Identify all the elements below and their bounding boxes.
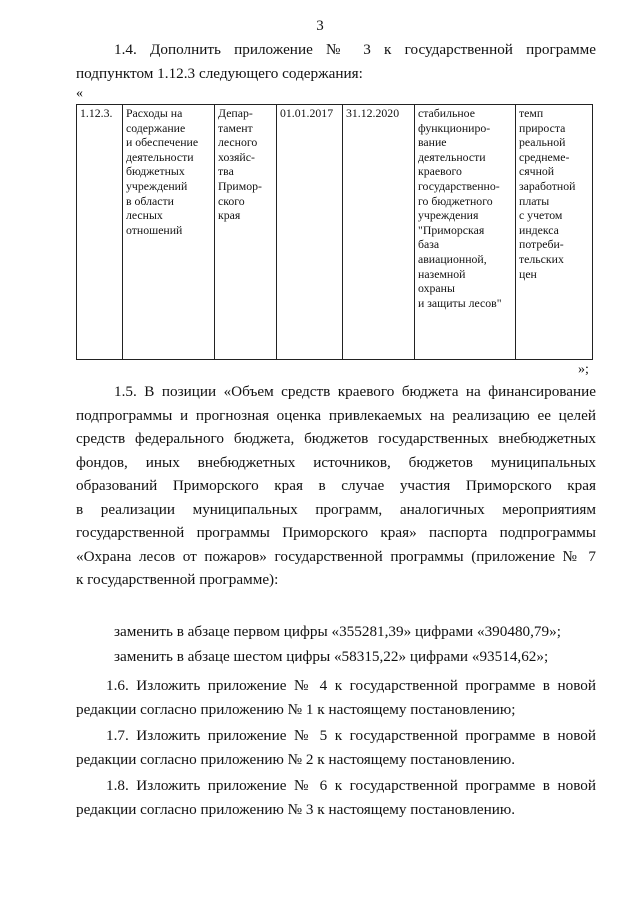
paragraph-1-8	[76, 774, 596, 821]
paragraph-1-5-line: к государственной программе):	[76, 571, 279, 588]
cell-line: реальной	[519, 135, 566, 150]
cell-number: 1.12.3.	[77, 105, 123, 360]
paragraph-1-5-line: средств федерального бюджета, бюджетов государственных внебюджетных	[76, 430, 596, 447]
table-row	[77, 105, 593, 360]
cell-line: с учетом	[519, 208, 563, 223]
page-number: 3	[316, 18, 324, 34]
cell-line: го бюджетного	[418, 193, 493, 208]
paragraph-1-6	[76, 674, 596, 721]
cell-line: Примор-	[218, 178, 262, 193]
cell-line: краевого	[418, 164, 462, 179]
paragraph-1-5-line: образований Приморского края в случае участия Приморского края	[76, 477, 596, 494]
cell-line: государственно-	[418, 178, 500, 193]
cell-line: среднеме-	[519, 149, 570, 164]
cell-expense-name	[123, 105, 215, 360]
cell-line: тва	[218, 164, 234, 179]
cell-line: Расходы на	[126, 106, 183, 120]
cell-end-date: 31.12.2020	[343, 105, 415, 360]
cell-expected-result	[415, 105, 516, 360]
cell-line: хозяйс-	[218, 149, 255, 164]
cell-line: в области	[126, 193, 174, 208]
paragraph-1-7	[76, 724, 596, 771]
cell-line: "Приморская	[418, 222, 485, 237]
cell-line: прироста	[519, 120, 566, 135]
cell-line: содержание	[126, 120, 186, 135]
paragraph-1-5	[76, 380, 596, 592]
cell-line: охраны	[418, 281, 455, 296]
paragraph-1-8-line1: 1.8. Изложить приложение № 6 к государственной программе в новой	[106, 777, 596, 794]
cell-line: отношений	[126, 222, 183, 237]
quote-close: »;	[578, 362, 589, 377]
cell-line: стабильное	[418, 106, 475, 120]
cell-line: края	[218, 208, 241, 223]
paragraph-1-5-line: подпрограммы и прогнозная оценка привлекаемых на реализацию ее целей	[76, 406, 596, 424]
replace-line-1: заменить в абзаце первом цифры «355281,39» цифрами «390480,79»;	[114, 623, 561, 640]
cell-line: наземной	[418, 266, 466, 281]
paragraph-1-5-line: государственной программы Приморского края» паспорта подпрограммы	[76, 524, 596, 541]
paragraph-1-7-line1: 1.7. Изложить приложение № 5 к государственной программе в новой	[106, 727, 596, 744]
cell-line: индекса	[519, 222, 559, 237]
cell-indicator	[516, 105, 593, 360]
cell-line: учреждений	[126, 178, 188, 193]
cell-line: авиационной,	[418, 251, 487, 266]
paragraph-1-5-line: фондов, иных внебюджетных источников, бюджетов муниципальных	[76, 453, 596, 471]
paragraph-1-6-line1: 1.6. Изложить приложение № 4 к государственной программе в новой	[106, 677, 596, 694]
cell-line: темп	[519, 106, 544, 120]
inserted-subitem-table	[76, 104, 593, 360]
cell-line: тельских	[519, 251, 564, 266]
paragraph-1-6-line2: редакции согласно приложению № 1 к настоящему постановлению;	[76, 700, 516, 718]
cell-line: деятельности	[126, 149, 194, 164]
cell-line: сячной	[519, 164, 555, 179]
cell-line: функциониро-	[418, 120, 491, 135]
paragraph-1-5-line: 1.5. В позиции «Объем средств краевого бюджета на финансирование	[114, 383, 596, 400]
cell-line: Депар-	[218, 106, 253, 120]
cell-line: деятельности	[418, 149, 486, 164]
cell-line: учреждения	[418, 208, 479, 223]
cell-line: тамент	[218, 120, 253, 135]
cell-line: заработной	[519, 178, 576, 193]
cell-executor	[215, 105, 277, 360]
cell-line: потреби-	[519, 237, 564, 252]
cell-line: лесных	[126, 208, 163, 223]
paragraph-1-8-line2: редакции согласно приложению № 3 к настоящему постановлению.	[76, 800, 516, 818]
replace-line-2: заменить в абзаце шестом цифры «58315,22» цифрами «93514,62»;	[114, 648, 549, 665]
paragraph-1-7-line2: редакции согласно приложению № 2 к настоящему постановлению.	[76, 750, 516, 768]
cell-line: лесного	[218, 135, 258, 150]
quote-open: «	[76, 86, 83, 101]
cell-line: и обеспечение	[126, 135, 199, 150]
cell-line: платы	[519, 193, 550, 208]
paragraph-1-5-line: в реализации муниципальных программ, аналогичных мероприятиям	[76, 500, 596, 518]
cell-line: база	[418, 237, 440, 252]
cell-line: вание	[418, 135, 447, 150]
paragraph-1-4	[76, 38, 596, 85]
cell-line: бюджетных	[126, 164, 185, 179]
cell-line: ского	[218, 193, 245, 208]
paragraph-1-4-line2: подпунктом 1.12.3 следующего содержания:	[76, 64, 363, 82]
paragraph-1-4-line1: 1.4. Дополнить приложение № 3 к государственной программе	[114, 41, 596, 58]
paragraph-1-5-line: «Охрана лесов от пожаров» государственной программы (приложение № 7	[76, 547, 596, 565]
cell-line: цен	[519, 266, 537, 281]
cell-start-date: 01.01.2017	[277, 105, 343, 360]
cell-line: и защиты лесов"	[418, 295, 502, 310]
